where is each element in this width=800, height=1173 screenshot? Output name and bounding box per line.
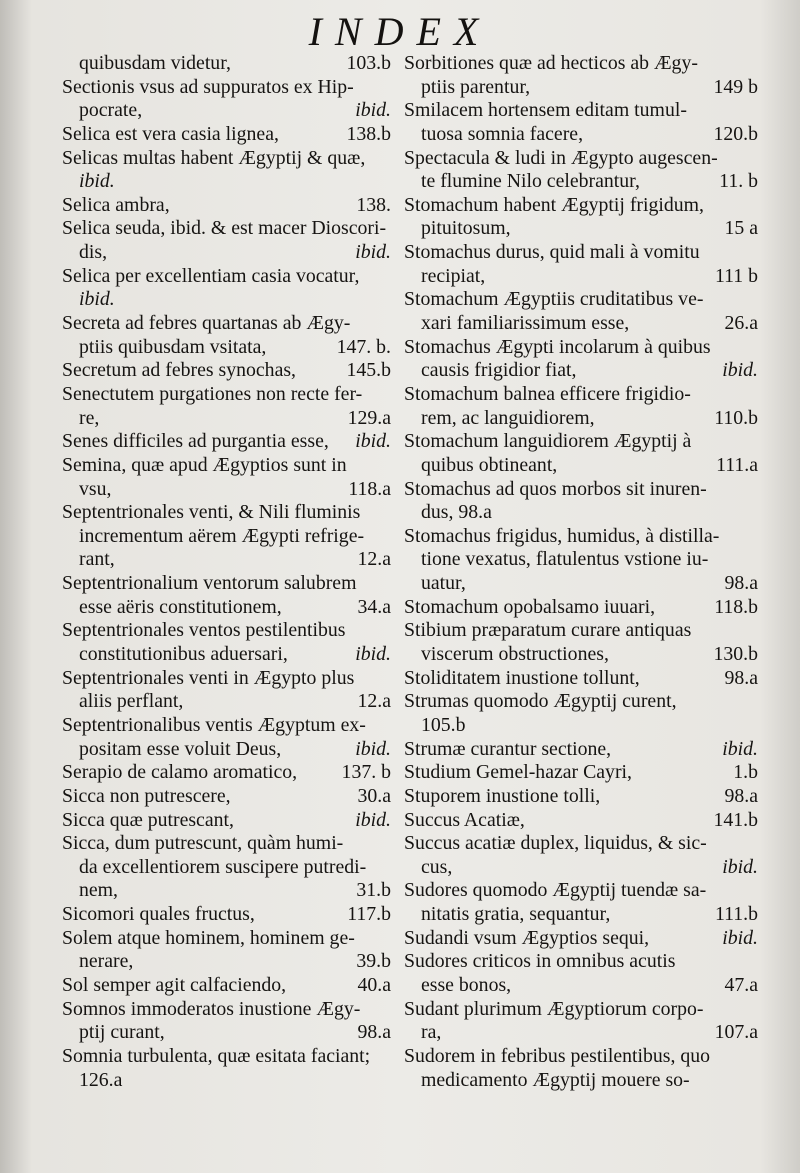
- index-entry: [404, 241, 758, 288]
- entry-text: Stomachus frigidus, humidus, à distilla-: [404, 524, 720, 547]
- page-reference: 31.b: [356, 879, 391, 902]
- page-reference: 47.a: [724, 973, 758, 996]
- entry-text: Sicca non putrescere,: [62, 784, 231, 807]
- entry-text: Stomachus ad quos morbos sit inuren-: [404, 477, 707, 500]
- entry-text: nitatis gratia, sequantur,: [421, 903, 611, 926]
- index-entry: [404, 619, 758, 666]
- entry-text: medicamento Ægyptij mouere so-: [421, 1068, 690, 1091]
- page-reference: 111.a: [716, 453, 758, 476]
- index-entry: [62, 998, 391, 1045]
- index-entry: [62, 52, 391, 76]
- entry-text: Selicas multas habent Ægyptij & quæ,: [62, 146, 366, 169]
- entry-text: xari familiarissimum esse,: [421, 312, 630, 335]
- entry-text: nem,: [79, 879, 119, 902]
- entry-text: Sectionis vsus ad suppuratos ex Hip-: [62, 75, 354, 98]
- entry-text: Sicomori quales fructus,: [62, 903, 255, 926]
- page-reference: 12.a: [357, 690, 391, 713]
- entry-text: ibid.: [79, 288, 115, 311]
- page-reference: 110.b: [714, 406, 758, 429]
- page-reference: 11. b: [719, 170, 758, 193]
- entry-text: uatur,: [421, 572, 466, 595]
- entry-text: Sudant plurimum Ægyptiorum corpo-: [404, 997, 704, 1020]
- index-entry: [404, 1045, 758, 1092]
- entry-text: esse aëris constitutionem,: [79, 595, 282, 618]
- index-entry: [62, 501, 391, 572]
- entry-text: cus,: [421, 855, 453, 878]
- entry-text: Selica ambra,: [62, 193, 170, 216]
- entry-text: Sorbitiones quæ ad hecticos ab Ægy-: [404, 52, 698, 74]
- index-entry: [62, 832, 391, 903]
- index-entry: [404, 879, 758, 926]
- page-header: INDEX: [308, 9, 492, 54]
- index-entry: [404, 430, 758, 477]
- entry-text: Septentrionales venti, & Nili fluminis: [62, 501, 361, 524]
- entry-text: Stomachum Ægyptiis cruditatibus ve-: [404, 288, 704, 311]
- entry-text: tuosa somnia facere,: [421, 122, 584, 145]
- index-entry: [404, 832, 758, 879]
- page-reference: ibid.: [355, 808, 391, 831]
- entry-text: Stomachus Ægypti incolarum à quibus: [404, 335, 711, 358]
- entry-text: quibusdam videtur,: [79, 52, 231, 74]
- entry-text: Smilacem hortensem editam tumul-: [404, 99, 687, 122]
- page-reference: ibid.: [355, 241, 391, 264]
- entry-text: Strumas quomodo Ægyptij curent,: [404, 690, 677, 713]
- index-entry: [62, 123, 391, 147]
- page-reference: 138.b: [346, 122, 391, 145]
- index-entry: [62, 903, 391, 927]
- index-entry: [404, 690, 758, 737]
- index-entry: [404, 478, 758, 525]
- index-entry: [62, 383, 391, 430]
- entry-text: Stibium præparatum curare antiquas: [404, 619, 692, 642]
- entry-text: Strumæ curantur sectione,: [404, 737, 612, 760]
- index-entry: [62, 147, 391, 194]
- page-reference: 103.b: [346, 52, 391, 74]
- entry-text: causis frigidior fiat,: [421, 359, 577, 382]
- entry-text: Septentrionalium ventorum salubrem: [62, 572, 357, 595]
- entry-text: 105.b: [421, 713, 466, 736]
- entry-text: Senes difficiles ad purgantia esse,: [62, 430, 329, 453]
- entry-text: Selica per excellentiam casia vocatur,: [62, 264, 360, 287]
- index-entry: [62, 572, 391, 619]
- entry-text: Septentrionales ventos pestilentibus: [62, 619, 346, 642]
- page-reference: 129.a: [347, 406, 391, 429]
- entry-text: dis,: [79, 241, 108, 264]
- index-entry: [404, 525, 758, 596]
- entry-text: Stuporem inustione tolli,: [404, 784, 601, 807]
- entry-text: Serapio de calamo aromatico,: [62, 761, 298, 784]
- entry-text: tione vexatus, flatulentus vstione iu-: [421, 548, 709, 571]
- index-entry: [62, 714, 391, 761]
- index-entry: [404, 761, 758, 785]
- entry-text: positam esse voluit Deus,: [79, 737, 282, 760]
- page-reference: 1.b: [733, 761, 758, 784]
- page-reference: 111.b: [714, 903, 758, 926]
- entry-text: re,: [79, 406, 100, 429]
- page-reference: 118.a: [348, 477, 391, 500]
- index-entry: [62, 761, 391, 785]
- entry-text: pocrate,: [79, 99, 143, 122]
- page-reference: 30.a: [357, 784, 391, 807]
- entry-text: Spectacula & ludi in Ægypto augescen-: [404, 146, 718, 169]
- index-column-left: [62, 52, 391, 1092]
- page-reference: 130.b: [713, 643, 758, 666]
- page-reference: 98.a: [724, 784, 758, 807]
- entry-text: Selica seuda, ibid. & est macer Dioscori-: [62, 217, 387, 240]
- entry-text: ptiis quibusdam vsitata,: [79, 335, 267, 358]
- entry-text: viscerum obstructiones,: [421, 643, 609, 666]
- entry-text: Sudandi vsum Ægyptios sequi,: [404, 926, 650, 949]
- entry-text: Sudorem in febribus pestilentibus, quo: [404, 1044, 711, 1067]
- index-entry: [62, 927, 391, 974]
- entry-text: vsu,: [79, 477, 112, 500]
- page-reference: 15 a: [724, 217, 758, 240]
- entry-text: Septentrionales venti in Ægypto plus: [62, 666, 355, 689]
- entry-text: Stomachum languidiorem Ægyptij à: [404, 430, 692, 453]
- index-entry: [62, 312, 391, 359]
- entry-text: Selica est vera casia lignea,: [62, 122, 279, 145]
- page-reference: 111 b: [714, 264, 758, 287]
- index-entry: [62, 809, 391, 833]
- page-reference: 98.a: [724, 572, 758, 595]
- entry-text: Sudores criticos in omnibus acutis: [404, 950, 676, 973]
- index-entry: [62, 454, 391, 501]
- index-entry: [62, 974, 391, 998]
- entry-text: quibus obtineant,: [421, 453, 558, 476]
- page-reference: 26.a: [724, 312, 758, 335]
- page-reference: ibid.: [722, 359, 758, 382]
- index-entry: [404, 738, 758, 762]
- entry-text: Studium Gemel-hazar Cayri,: [404, 761, 632, 784]
- entry-text: Sol semper agit calfaciendo,: [62, 973, 287, 996]
- page-reference: 107.a: [714, 1021, 758, 1044]
- entry-text: Sicca quæ putrescant,: [62, 808, 234, 831]
- page-reference: 138.: [356, 193, 391, 216]
- page-reference: 118.b: [714, 595, 758, 618]
- entry-text: te flumine Nilo celebrantur,: [421, 170, 640, 193]
- index-entry: [404, 667, 758, 691]
- page-reference: 147. b.: [336, 335, 391, 358]
- entry-text: ptiis parentur,: [421, 75, 531, 98]
- entry-text: rant,: [79, 548, 115, 571]
- entry-text: incrementum aërem Ægypti refrige-: [79, 524, 365, 547]
- entry-text: da excellentiorem suscipere putredi-: [79, 855, 367, 878]
- index-entry: [404, 383, 758, 430]
- entry-text: nerare,: [79, 950, 134, 973]
- index-entry: [404, 998, 758, 1045]
- page-reference: ibid.: [355, 643, 391, 666]
- entry-text: Semina, quæ apud Ægyptios sunt in: [62, 453, 347, 476]
- page-reference: ibid.: [722, 926, 758, 949]
- entry-text: Stomachus durus, quid mali à vomitu: [404, 241, 700, 264]
- index-entry: [404, 147, 758, 194]
- page-reference: 120.b: [713, 122, 758, 145]
- entry-text: Solem atque hominem, hominem ge-: [62, 926, 355, 949]
- index-entry: [404, 785, 758, 809]
- entry-text: Sudores quomodo Ægyptij tuendæ sa-: [404, 879, 707, 902]
- index-entry: [62, 785, 391, 809]
- index-entry: [62, 265, 391, 312]
- entry-text: esse bonos,: [421, 973, 512, 996]
- entry-text: rem, ac languidiorem,: [421, 406, 595, 429]
- index-entry: [62, 619, 391, 666]
- entry-text: Secretum ad febres synochas,: [62, 359, 296, 382]
- entry-text: Somnos immoderatos inustione Ægy-: [62, 997, 361, 1020]
- page-reference: 39.b: [356, 950, 391, 973]
- page-reference: ibid.: [355, 99, 391, 122]
- entry-text: ptij curant,: [79, 1021, 165, 1044]
- index-entry: [404, 336, 758, 383]
- entry-text: aliis perflant,: [79, 690, 184, 713]
- entry-text: Stoliditatem inustione tollunt,: [404, 666, 640, 689]
- page-reference: 98.a: [357, 1021, 391, 1044]
- entry-text: ibid.: [79, 170, 115, 193]
- entry-text: Stomachum habent Ægyptij frigidum,: [404, 193, 704, 216]
- index-entry: [404, 596, 758, 620]
- page-reference: 141.b: [713, 808, 758, 831]
- index-entry: [404, 52, 758, 99]
- index-column-right: [404, 52, 758, 1092]
- entry-text: Secreta ad febres quartanas ab Ægy-: [62, 312, 351, 335]
- page-reference: ibid.: [355, 430, 391, 453]
- entry-text: Stomachum opobalsamo iuuari,: [404, 595, 656, 618]
- index-entry: [62, 359, 391, 383]
- index-entry: [62, 430, 391, 454]
- entry-text: dus, 98.a: [421, 501, 492, 524]
- page-reference: 98.a: [724, 666, 758, 689]
- entry-text: Senectutem purgationes non recte fer-: [62, 382, 363, 405]
- entry-text: Succus acatiæ duplex, liquidus, & sic-: [404, 832, 707, 855]
- index-entry: [62, 76, 391, 123]
- page-reference: 149 b: [713, 75, 758, 98]
- index-entry: [62, 667, 391, 714]
- page-reference: 145.b: [346, 359, 391, 382]
- index-entry: [404, 288, 758, 335]
- entry-text: Succus Acatiæ,: [404, 808, 525, 831]
- page-reference: 117.b: [347, 903, 391, 926]
- page-reference: ibid.: [355, 737, 391, 760]
- entry-text: ra,: [421, 1021, 442, 1044]
- entry-text: Sicca, dum putrescunt, quàm humi-: [62, 832, 344, 855]
- page-reference: ibid.: [722, 737, 758, 760]
- entry-text: Somnia turbulenta, quæ esitata faciant;: [62, 1044, 371, 1067]
- page-reference: 137. b: [341, 761, 391, 784]
- entry-text: Septentrionalibus ventis Ægyptum ex-: [62, 713, 366, 736]
- index-entry: [404, 99, 758, 146]
- index-entry: [62, 1045, 391, 1092]
- page-reference: 12.a: [357, 548, 391, 571]
- index-entry: [404, 950, 758, 997]
- entry-text: Stomachum balnea efficere frigidio-: [404, 382, 691, 405]
- page-reference: 34.a: [357, 595, 391, 618]
- entry-text: pituitosum,: [421, 217, 511, 240]
- index-entry: [404, 927, 758, 951]
- entry-text: constitutionibus aduersari,: [79, 643, 288, 666]
- page-reference: ibid.: [722, 855, 758, 878]
- index-entry: [62, 217, 391, 264]
- index-entry: [404, 194, 758, 241]
- index-entry: [404, 809, 758, 833]
- index-entry: [62, 194, 391, 218]
- page-reference: 40.a: [357, 973, 391, 996]
- entry-text: recipiat,: [421, 264, 486, 287]
- entry-text: 126.a: [79, 1068, 123, 1091]
